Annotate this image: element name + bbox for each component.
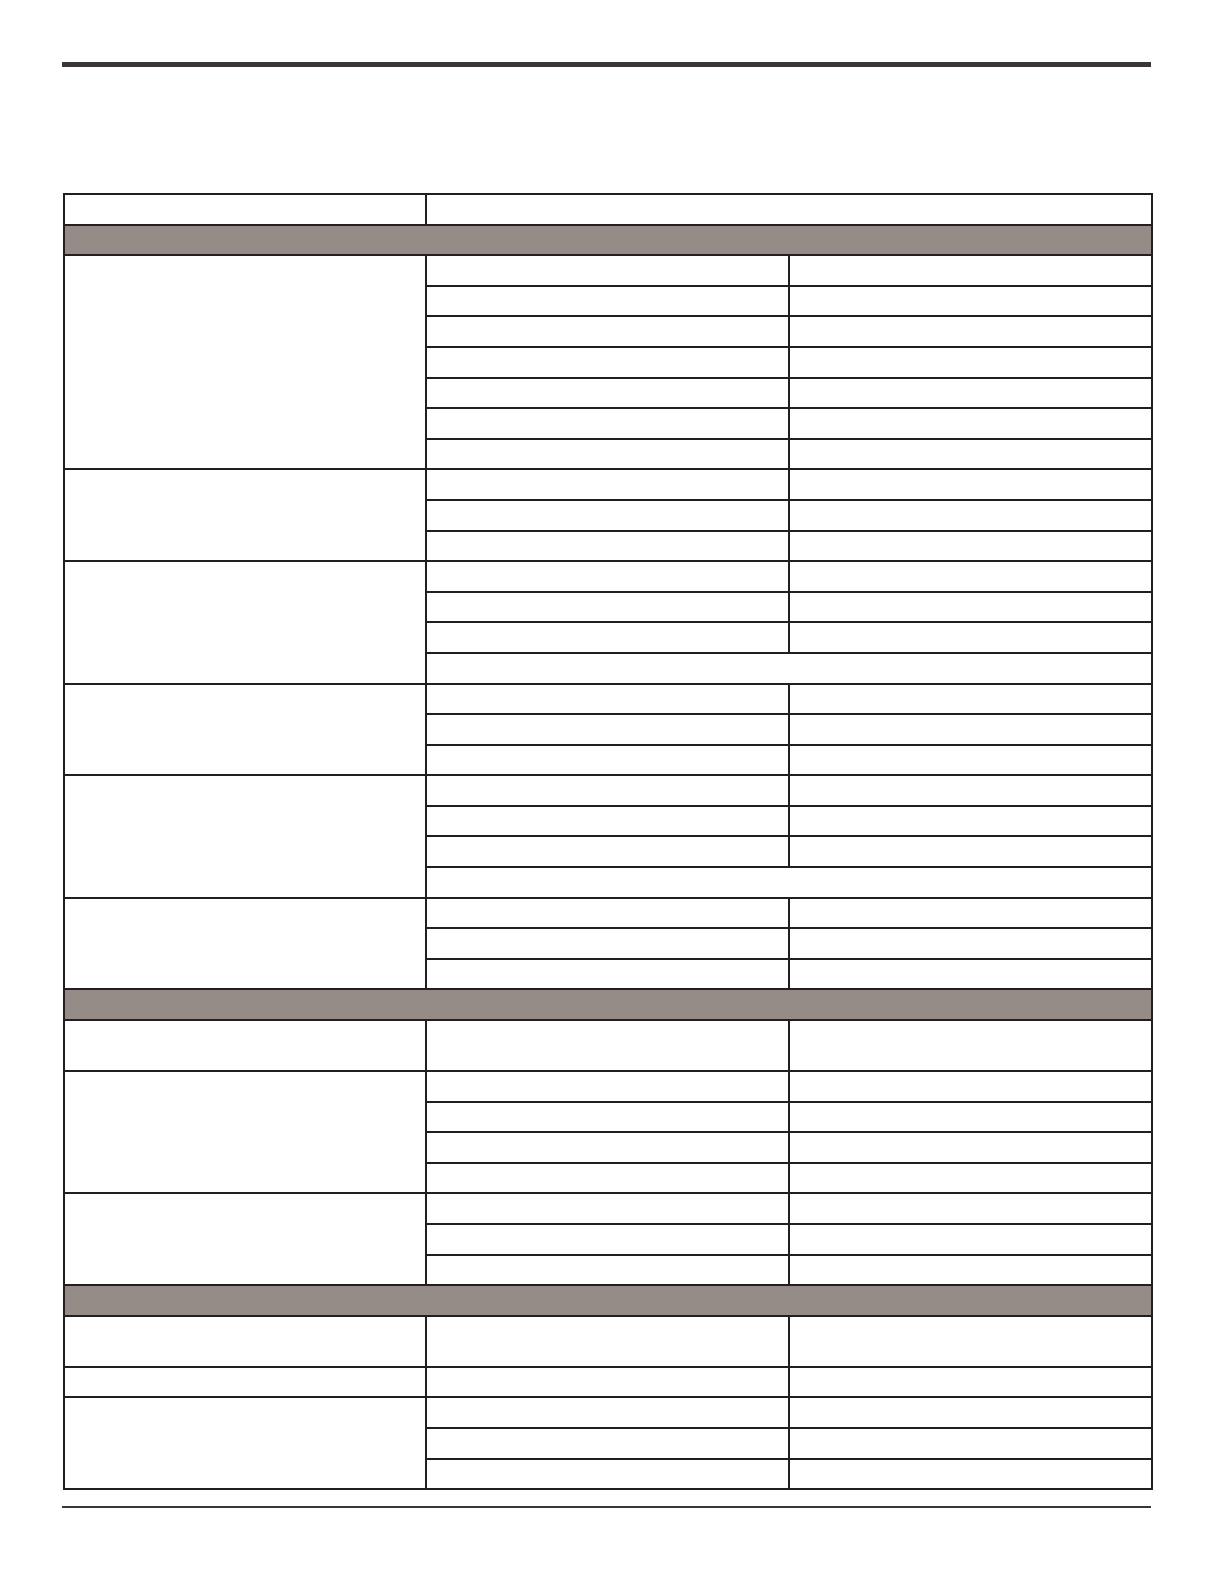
cell-right (789, 745, 1152, 776)
cell-left (426, 1193, 789, 1224)
cell-left (426, 1163, 789, 1194)
section-row (64, 225, 1152, 256)
section-title (64, 1285, 1152, 1316)
cell-left (426, 378, 789, 409)
cell-right (789, 1428, 1152, 1459)
cell-right (789, 469, 1152, 500)
cell-right (789, 928, 1152, 959)
table-row (64, 1071, 1152, 1102)
cell-right (789, 531, 1152, 562)
table-row (64, 775, 1152, 806)
cell-left (426, 836, 789, 867)
cell-left (426, 1367, 789, 1398)
cell-right (789, 959, 1152, 990)
table-header-value (426, 194, 1152, 225)
cell-left (426, 1224, 789, 1255)
cell-left (426, 1428, 789, 1459)
cell-right (789, 439, 1152, 470)
cell-note (426, 653, 1152, 684)
cell-left (426, 592, 789, 623)
cell-right (789, 898, 1152, 929)
cell-left (426, 1397, 789, 1428)
cell-left (426, 500, 789, 531)
cell-left (426, 439, 789, 470)
cell-right (789, 347, 1152, 378)
table-row (64, 1397, 1152, 1428)
cell-right (789, 1255, 1152, 1286)
cell-left (426, 714, 789, 745)
group-label (64, 561, 426, 683)
cell-right (789, 1459, 1152, 1490)
group-label (64, 1367, 426, 1398)
cell-left (426, 469, 789, 500)
cell-right (789, 1316, 1152, 1367)
section-row (64, 1285, 1152, 1316)
table-row (64, 561, 1152, 592)
group-label (64, 1397, 426, 1489)
cell-left (426, 959, 789, 990)
cell-note (426, 867, 1152, 898)
cell-left (426, 928, 789, 959)
section-title (64, 225, 1152, 256)
group-label (64, 1020, 426, 1071)
cell-right (789, 1071, 1152, 1102)
cell-right (789, 1397, 1152, 1428)
cell-left (426, 1459, 789, 1490)
cell-right (789, 1367, 1152, 1398)
table-row (64, 684, 1152, 715)
cell-right (789, 316, 1152, 347)
group-label (64, 1316, 426, 1367)
group-label (64, 469, 426, 561)
cell-right (789, 408, 1152, 439)
table-row (64, 469, 1152, 500)
cell-right (789, 1224, 1152, 1255)
cell-right (789, 1102, 1152, 1133)
cell-right (789, 592, 1152, 623)
cell-left (426, 775, 789, 806)
cell-left (426, 806, 789, 837)
cell-right (789, 561, 1152, 592)
cell-left (426, 745, 789, 776)
cell-left (426, 561, 789, 592)
table-row (64, 1367, 1152, 1398)
cell-left (426, 1102, 789, 1133)
cell-left (426, 286, 789, 317)
cell-right (789, 806, 1152, 837)
section-title (64, 989, 1152, 1020)
cell-right (789, 714, 1152, 745)
cell-left (426, 1020, 789, 1071)
cell-left (426, 347, 789, 378)
cell-right (789, 500, 1152, 531)
cell-right (789, 286, 1152, 317)
group-label (64, 898, 426, 990)
group-label (64, 255, 426, 469)
cell-left (426, 684, 789, 715)
cell-right (789, 1163, 1152, 1194)
cell-right (789, 1020, 1152, 1071)
cell-left (426, 531, 789, 562)
spec-table (63, 193, 1153, 1490)
cell-right (789, 378, 1152, 409)
cell-left (426, 1071, 789, 1102)
cell-right (789, 1193, 1152, 1224)
cell-right (789, 836, 1152, 867)
cell-left (426, 1316, 789, 1367)
cell-left (426, 316, 789, 347)
group-label (64, 1193, 426, 1285)
cell-right (789, 684, 1152, 715)
footer-rule (62, 1506, 1151, 1508)
cell-left (426, 255, 789, 286)
table-header-row (64, 194, 1152, 225)
cell-left (426, 1255, 789, 1286)
cell-left (426, 408, 789, 439)
table-row (64, 1316, 1152, 1367)
table-row (64, 1193, 1152, 1224)
section-row (64, 989, 1152, 1020)
table-row (64, 898, 1152, 929)
table-row (64, 1020, 1152, 1071)
group-label (64, 1071, 426, 1193)
cell-left (426, 898, 789, 929)
cell-right (789, 775, 1152, 806)
cell-right (789, 622, 1152, 653)
cell-right (789, 255, 1152, 286)
table-row (64, 255, 1152, 286)
header-rule (62, 62, 1151, 67)
group-label (64, 684, 426, 776)
cell-left (426, 1132, 789, 1163)
group-label (64, 775, 426, 897)
cell-left (426, 622, 789, 653)
table-header-label (64, 194, 426, 225)
cell-right (789, 1132, 1152, 1163)
